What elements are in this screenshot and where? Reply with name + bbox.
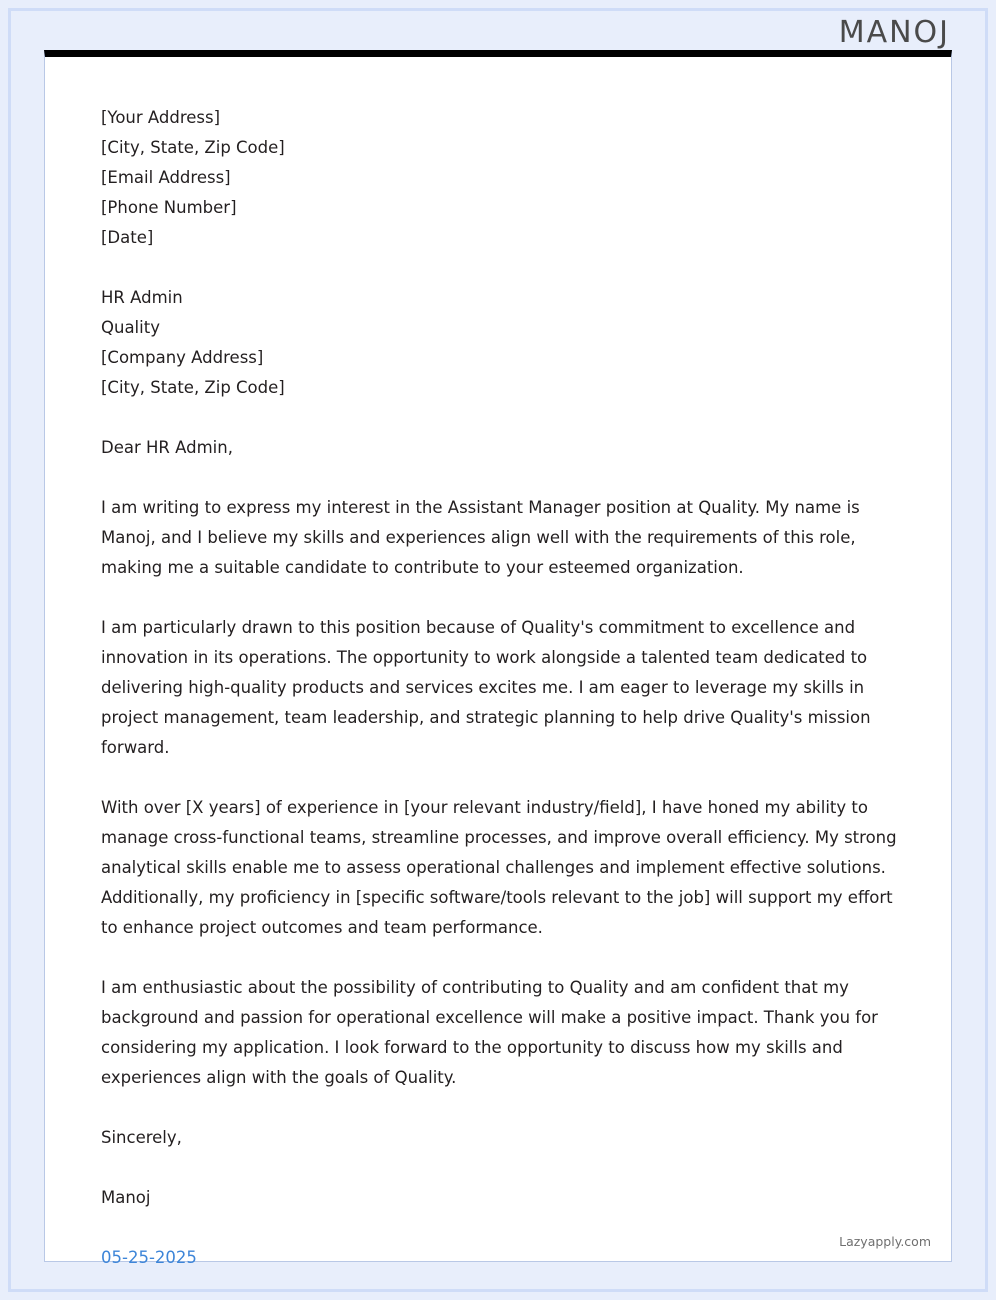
salutation: Dear HR Admin, [101, 438, 233, 457]
recipient-address-line: Quality [101, 318, 160, 337]
sender-address-line: [Phone Number] [101, 198, 237, 217]
footer-brand: Lazyapply.com [839, 1234, 931, 1249]
closing: Sincerely, [101, 1128, 182, 1147]
recipient-address-block [101, 283, 897, 403]
recipient-address-line: [City, State, Zip Code] [101, 378, 285, 397]
body-paragraph: I am particularly drawn to this position because of Quality's commitment to excellence and innovation in its operations. The opportunity to work alongside a talented team dedicated to delivering high-quality products and services excites me. I am eager to leverage my skills in project management, team leadership, and strategic planning to help drive Quality's mission forward. [101, 618, 871, 757]
body-paragraph: With over [X years] of experience in [your relevant industry/field], I have honed my ability to manage cross-functional teams, streamline processes, and improve overall efficiency. My strong analytical skills enable me to assess operational challenges and implement effective solutions. Additionally, my proficiency in [specific software/tools relevant to the job] will support my effort to enhance project outcomes and team performance. [101, 798, 897, 937]
sender-address-line: [Your Address] [101, 108, 221, 127]
sender-address-block [101, 103, 897, 253]
signature-name: Manoj [101, 1188, 151, 1207]
letter-date: 05-25-2025 [101, 1248, 197, 1267]
sender-address-line: [Date] [101, 228, 154, 247]
letter-sheet [44, 50, 952, 1267]
letter-body [101, 103, 897, 1273]
recipient-address-line: [Company Address] [101, 348, 264, 367]
sender-address-line: [Email Address] [101, 168, 231, 187]
recipient-address-line: HR Admin [101, 288, 183, 307]
sender-address-line: [City, State, Zip Code] [101, 138, 285, 157]
body-paragraph: I am enthusiastic about the possibility of contributing to Quality and am confident that my background and passion for operational excellence will make a positive impact. Thank you for considering my application. I look forward to the opportunity to discuss how my skills and experiences align with the goals of Quality. [101, 978, 878, 1087]
page-title: MANOJ [838, 15, 950, 50]
body-paragraph: I am writing to express my interest in the Assistant Manager position at Quality. My name is Manoj, and I believe my skills and experiences align well with the requirements of this role, making me a suitable candidate to contribute to your esteemed organization. [101, 498, 860, 577]
